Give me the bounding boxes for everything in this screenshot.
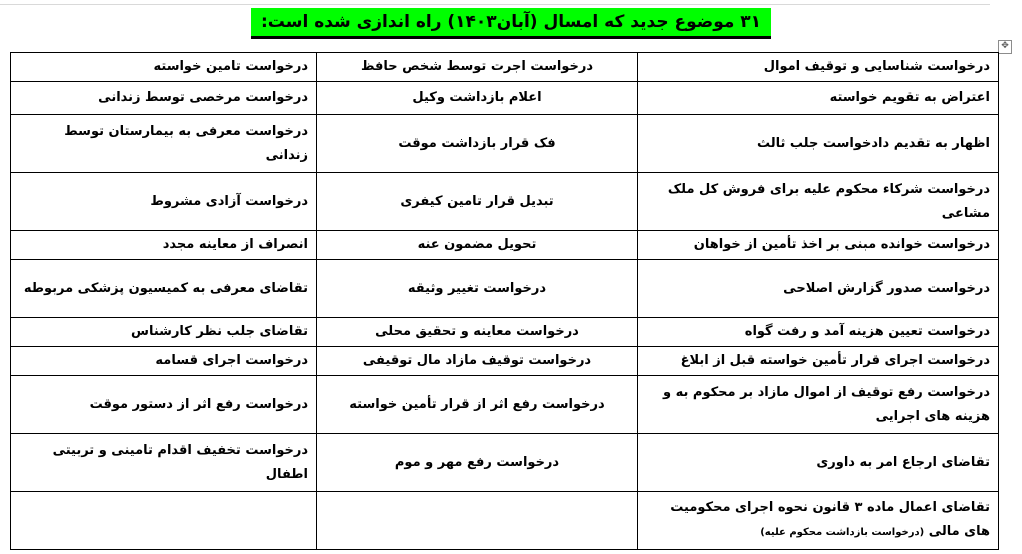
table-row [11, 347, 999, 376]
table-cell: درخواست توقیف مازاد مال توقیفی [317, 347, 638, 376]
table-move-handle-icon[interactable]: ✥ [998, 40, 1012, 54]
cell-main-text: تقاضای اعمال ماده ۳ قانون نحوه اجرای محکومیت های مالی [670, 500, 990, 539]
table-cell: درخواست رفع توقیف از اموال مازاد بر محکوم به و هزینه های اجرایی [638, 376, 999, 434]
table-cell: درخواست رفع اثر از دستور موقت [11, 376, 317, 434]
table-cell: درخواست اجرت توسط شخص حافظ [317, 53, 638, 82]
table-cell: درخواست اجرای قرار تأمین خواسته قبل از ابلاغ [638, 347, 999, 376]
empty-cell [11, 492, 317, 550]
table-cell: درخواست تعیین هزینه آمد و رفت گواه [638, 318, 999, 347]
table-cell: درخواست رفع اثر از قرار تأمین خواسته [317, 376, 638, 434]
table-row [11, 82, 999, 115]
table-cell: درخواست معرفی به بیمارستان توسط زندانی [11, 115, 317, 173]
table-cell: درخواست آزادی مشروط [11, 173, 317, 231]
topics-table [10, 52, 999, 550]
table-row [11, 260, 999, 318]
table-row [11, 492, 999, 550]
page-title: ۳۱ موضوع جدید که امسال (آبان۱۴۰۳) راه اندازی شده است: [251, 8, 771, 39]
top-divider-line [0, 4, 990, 5]
table-cell: درخواست خوانده مبنی بر اخذ تأمین از خواهان [638, 231, 999, 260]
table-cell: تقاضای ارجاع امر به داوری [638, 434, 999, 492]
table-cell: درخواست تخفیف اقدام تامینی و تربیتی اطفال [11, 434, 317, 492]
cell-note-text: (درخواست بازداشت محکوم علیه) [760, 527, 925, 538]
table-cell: تحویل مضمون عنه [317, 231, 638, 260]
table-row [11, 376, 999, 434]
title-container [0, 8, 1022, 42]
table-cell: اظهار به تقدیم دادخواست جلب ثالث [638, 115, 999, 173]
table-cell: درخواست شناسایی و توقیف اموال [638, 53, 999, 82]
table-cell: درخواست رفع مهر و موم [317, 434, 638, 492]
table-cell: تبدیل قرار تامین کیفری [317, 173, 638, 231]
table-cell: اعتراض به تقویم خواسته [638, 82, 999, 115]
table-cell: درخواست تغییر وثیقه [317, 260, 638, 318]
table-cell: درخواست صدور گزارش اصلاحی [638, 260, 999, 318]
table-cell: انصراف از معاینه مجدد [11, 231, 317, 260]
empty-cell [317, 492, 638, 550]
table-row [11, 434, 999, 492]
table-cell: تقاضای معرفی به کمیسیون پزشکی مربوطه [11, 260, 317, 318]
table-row [11, 115, 999, 173]
table-cell: درخواست تامین خواسته [11, 53, 317, 82]
table-cell: درخواست اجرای قسامه [11, 347, 317, 376]
table-cell: تقاضای جلب نظر کارشناس [11, 318, 317, 347]
table-row [11, 318, 999, 347]
table-cell: درخواست مرخصی توسط زندانی [11, 82, 317, 115]
table-cell: درخواست شرکاء محکوم علیه برای فروش کل ملک مشاعی [638, 173, 999, 231]
table-row [11, 173, 999, 231]
table-cell [638, 492, 999, 550]
table-cell: فک قرار بازداشت موقت [317, 115, 638, 173]
table-row [11, 53, 999, 82]
table-cell: درخواست معاینه و تحقیق محلی [317, 318, 638, 347]
table-cell: اعلام بازداشت وکیل [317, 82, 638, 115]
table-row [11, 231, 999, 260]
